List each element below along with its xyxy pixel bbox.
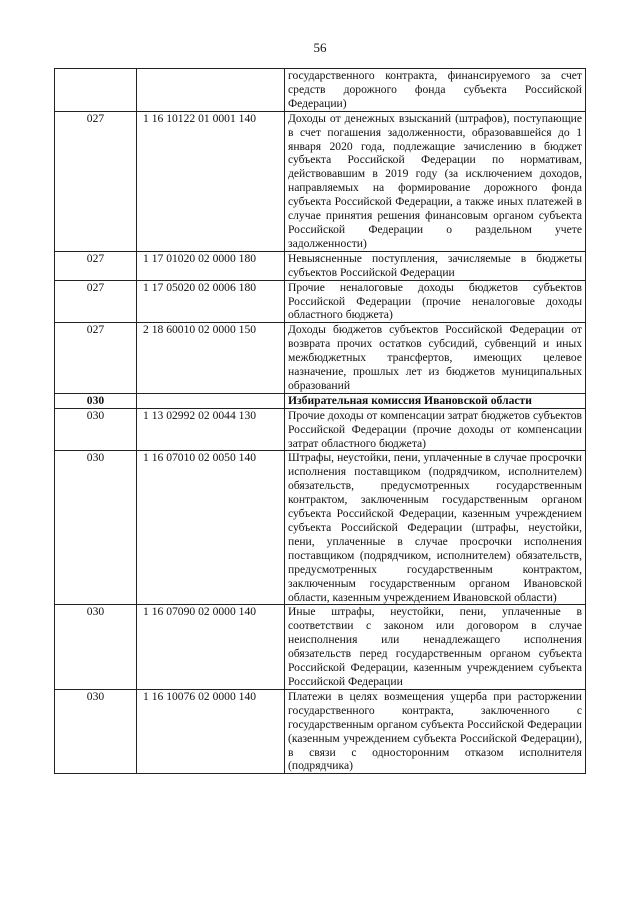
table-row [55, 280, 586, 323]
description-cell: Прочие доходы от компенсации затрат бюджетов субъектов Российской Федерации (прочие доходы от компенсации затрат областного бюджета) [285, 408, 586, 451]
revenue-classification-table [54, 68, 586, 774]
admin-code-cell: 030 [55, 605, 137, 689]
section-header-row [55, 393, 586, 408]
kbk-code-cell: 1 16 10122 01 0001 140 [137, 111, 285, 251]
description-cell: Штрафы, неустойки, пени, уплаченные в случае просрочки исполнения поставщиком (подрядчиком, исполнителем) обязательств, предусмотренных государственным контрактом, заключенным государственным органом субъекта Российской Федерации, казенным учреждением субъекта Российской Федерации (штрафы, неустойки, пени, уплаченные в случае просрочки исполнения поставщиком (подрядчиком, исполнителем) обязательств, предусмотренных государственным контрактом, заключенным государственным органом Ивановской области, казенным учреждением Ивановской области) [285, 451, 586, 605]
admin-code-cell: 027 [55, 323, 137, 394]
kbk-code-cell: 2 18 60010 02 0000 150 [137, 323, 285, 394]
kbk-code-cell: 1 13 02992 02 0044 130 [137, 408, 285, 451]
table-row [55, 323, 586, 394]
kbk-code-cell: 1 17 01020 02 0000 180 [137, 251, 285, 280]
table-row [55, 451, 586, 605]
admin-code-cell: 030 [55, 393, 137, 408]
admin-code-cell: 027 [55, 280, 137, 323]
admin-code-cell: 027 [55, 251, 137, 280]
page-number: 56 [313, 40, 327, 55]
admin-code-cell: 027 [55, 111, 137, 251]
description-cell: Прочие неналоговые доходы бюджетов субъектов Российской Федерации (прочие неналоговые доходы областного бюджета) [285, 280, 586, 323]
description-cell: Иные штрафы, неустойки, пени, уплаченные в соответствии с законом или договором в случае неисполнения или ненадлежащего исполнения обязательств перед государственным органом субъекта Российской Федерации, казенным учреждением субъекта Российской Федерации [285, 605, 586, 689]
description-cell: Платежи в целях возмещения ущерба при расторжении государственного контракта, заключенного с государственным органом субъекта Российской Федерации (казенным учреждением субъекта Российской Федерации), в связи с односторонним отказом исполнителя (подрядчика) [285, 689, 586, 773]
table-row [55, 111, 586, 251]
kbk-code-cell: 1 17 05020 02 0006 180 [137, 280, 285, 323]
description-cell: Невыясненные поступления, зачисляемые в бюджеты субъектов Российской Федерации [285, 251, 586, 280]
table-row [55, 408, 586, 451]
kbk-code-cell: 1 16 10076 02 0000 140 [137, 689, 285, 773]
kbk-code-cell: 1 16 07010 02 0050 140 [137, 451, 285, 605]
admin-code-cell [55, 69, 137, 112]
admin-code-cell: 030 [55, 451, 137, 605]
table-row [55, 251, 586, 280]
table-row [55, 605, 586, 689]
table-row [55, 69, 586, 112]
section-title-cell: Избирательная комиссия Ивановской области [285, 393, 586, 408]
description-cell: Доходы бюджетов субъектов Российской Федерации от возврата прочих остатков субсидий, субвенций и иных межбюджетных трансфертов, имеющих целевое назначение, прошлых лет из бюджетов муниципальных образований [285, 323, 586, 394]
admin-code-cell: 030 [55, 408, 137, 451]
description-cell: государственного контракта, финансируемого за счет средств дорожного фонда субъекта Российской Федерации) [285, 69, 586, 112]
table-body [55, 69, 586, 774]
kbk-code-cell: 1 16 07090 02 0000 140 [137, 605, 285, 689]
admin-code-cell: 030 [55, 689, 137, 773]
table-row [55, 689, 586, 773]
description-cell: Доходы от денежных взысканий (штрафов), поступающие в счет погашения задолженности, образовавшейся до 1 января 2020 года, подлежащие зачислению в бюджет субъекта Российской Федерации по нормативам, действовавшим в 2019 году (за исключением доходов, направляемых на формирование дорожного фонда субъекта Российской Федерации, а также иных платежей в случае принятия решения финансовым органом субъекта Российской Федерации о раздельном учете задолженности) [285, 111, 586, 251]
kbk-code-cell [137, 393, 285, 408]
kbk-code-cell [137, 69, 285, 112]
